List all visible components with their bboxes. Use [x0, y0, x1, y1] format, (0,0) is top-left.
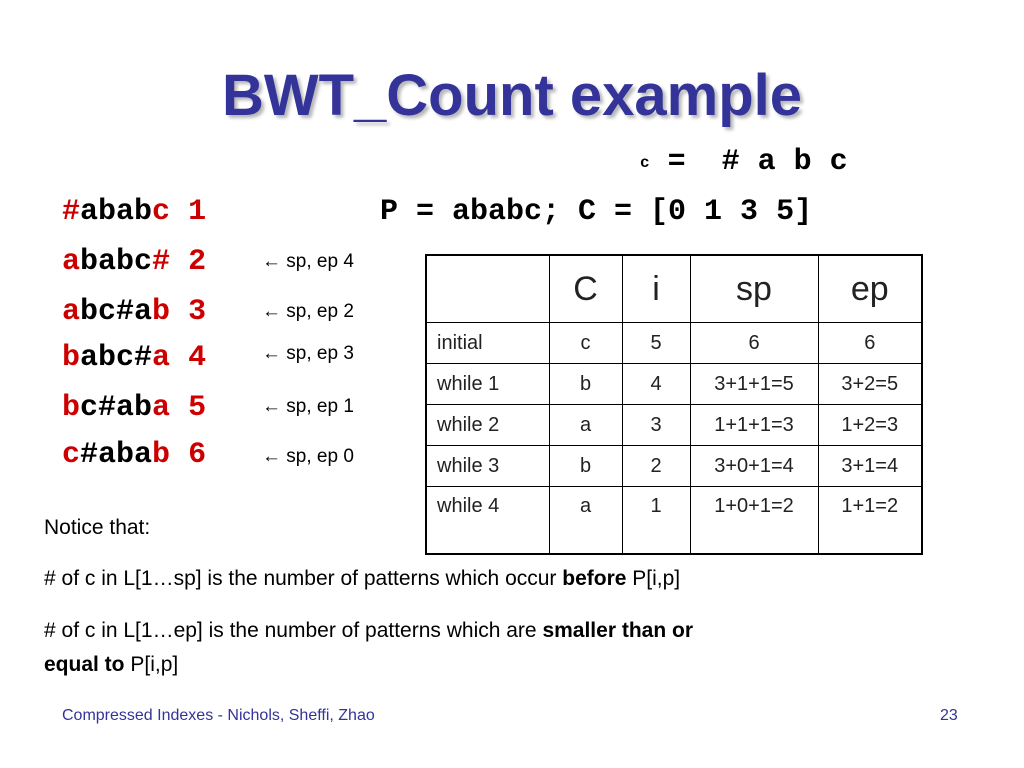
footer-credit: Compressed Indexes - Nichols, Sheffi, Zhao: [62, 707, 375, 724]
c-small-label: c: [640, 154, 650, 172]
table-cell: 1+1=2: [818, 487, 922, 555]
sp-ep-annotation: ← sp, ep 0: [262, 446, 354, 467]
sp-ep-annotation: ← sp, ep 2: [262, 301, 354, 322]
table-cell: c: [549, 323, 622, 364]
table-cell: 3: [622, 405, 690, 446]
table-header-cell: ep: [818, 255, 922, 323]
count-trace-table: [425, 254, 923, 555]
rotation-row: [62, 341, 206, 375]
table-row: [426, 364, 922, 405]
rotation-first: b: [62, 341, 81, 375]
table-row: [426, 323, 922, 364]
table-row: [426, 487, 922, 555]
rotation-first: c: [62, 438, 81, 472]
rotation-row: [62, 245, 206, 279]
rotation-row: [62, 391, 206, 425]
table-row: [426, 405, 922, 446]
notice-line-2: # of c in L[1…ep] is the number of patterns which are smaller than or: [44, 619, 693, 642]
rotation-first: b: [62, 391, 81, 425]
rotation-row: [62, 195, 206, 229]
rotation-mid: babc: [80, 245, 153, 279]
table-cell: 1+0+1=2: [690, 487, 818, 555]
emphasis-before: before: [562, 567, 627, 590]
table-cell: 3+1=4: [818, 446, 922, 487]
table-header-cell: sp: [690, 255, 818, 323]
pattern-line: P = ababc; C = [0 1 3 5]: [380, 195, 813, 229]
table-cell: a: [549, 487, 622, 555]
table-cell: a: [549, 405, 622, 446]
rotation-number: 6: [188, 438, 207, 472]
rotation-first: a: [62, 295, 81, 329]
rotation-mid: abc#: [80, 341, 153, 375]
sp-ep-annotation: ← sp, ep 4: [262, 251, 354, 272]
table-header-row: [426, 255, 922, 323]
rotation-row: [62, 438, 206, 472]
table-cell: 3+0+1=4: [690, 446, 818, 487]
table-cell: 3+2=5: [818, 364, 922, 405]
notice-line-1: # of c in L[1…sp] is the number of patterns which occur before P[i,p]: [44, 567, 681, 590]
emphasis-smaller: smaller than or: [542, 619, 693, 642]
sp-ep-annotation: ← sp, ep 1: [262, 396, 354, 417]
c-alphabet-line: [640, 145, 848, 179]
rotation-mid: abab: [80, 195, 153, 229]
c-alphabet: = # a b c: [649, 145, 848, 179]
slide-title: BWT_Count example: [221, 63, 803, 128]
sp-ep-annotation: ← sp, ep 3: [262, 343, 354, 364]
table-header-cell: C: [549, 255, 622, 323]
rotation-mid: c#ab: [80, 391, 153, 425]
table-cell: 3+1+1=5: [690, 364, 818, 405]
table-cell: while 1: [426, 364, 549, 405]
rotation-number: 4: [188, 341, 207, 375]
rotation-last: c: [152, 195, 171, 229]
table-cell: 6: [818, 323, 922, 364]
table-cell: b: [549, 446, 622, 487]
table-row: [426, 446, 922, 487]
rotation-number: 2: [188, 245, 207, 279]
rotation-last: a: [152, 391, 171, 425]
rotation-number: 5: [188, 391, 207, 425]
table-cell: b: [549, 364, 622, 405]
rotation-number: 1: [188, 195, 207, 229]
slide-number: 23: [940, 707, 958, 724]
table-cell: 6: [690, 323, 818, 364]
table-cell: 1+2=3: [818, 405, 922, 446]
table-cell: 5: [622, 323, 690, 364]
rotation-first: a: [62, 245, 81, 279]
table-cell: initial: [426, 323, 549, 364]
table-cell: 1: [622, 487, 690, 555]
table-cell: 1+1+1=3: [690, 405, 818, 446]
rotation-last: a: [152, 341, 171, 375]
emphasis-equal: equal to: [44, 653, 125, 676]
table-cell: while 4: [426, 487, 549, 555]
rotation-first: #: [62, 195, 81, 229]
rotation-last: #: [152, 245, 171, 279]
table-header-cell: [426, 255, 549, 323]
rotation-number: 3: [188, 295, 207, 329]
table-cell: while 2: [426, 405, 549, 446]
table-cell: while 3: [426, 446, 549, 487]
table-cell: 2: [622, 446, 690, 487]
table-cell: 4: [622, 364, 690, 405]
rotation-mid: #aba: [80, 438, 153, 472]
rotation-last: b: [152, 438, 171, 472]
table-header-cell: i: [622, 255, 690, 323]
rotation-mid: bc#a: [80, 295, 153, 329]
rotation-last: b: [152, 295, 171, 329]
notice-heading: Notice that:: [44, 516, 151, 539]
rotation-row: [62, 295, 206, 329]
notice-line-2-cont: equal to P[i,p]: [44, 653, 179, 676]
